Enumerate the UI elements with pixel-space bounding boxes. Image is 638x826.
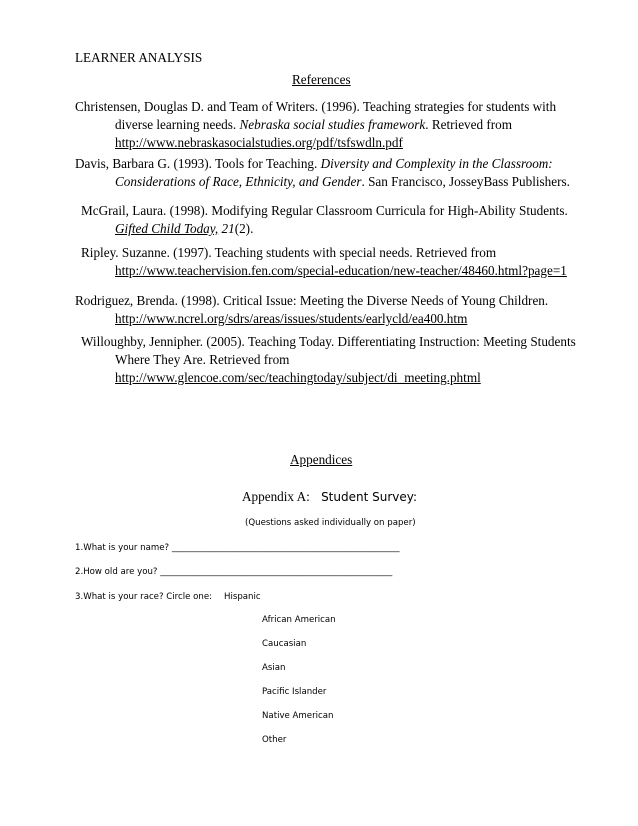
race-option: African American — [262, 615, 336, 625]
reference-line: Davis, Barbara G. (1993). Tools for Teaching. Diversity and Complexity in the Classroom: — [75, 156, 553, 171]
race-option: Asian — [262, 663, 286, 673]
race-option: Pacific Islander — [262, 687, 327, 697]
survey-question-name: 1.What is your name? _____________________________________________________ — [75, 543, 400, 553]
race-option: Hispanic — [224, 592, 261, 602]
reference-christensen — [75, 98, 565, 152]
appendix-label: Appendix A: — [242, 489, 310, 504]
reference-line: Willoughby, Jennipher. (2005). Teaching Today. Differentiating Instruction: Meeting Students — [81, 334, 576, 349]
race-option: Native American — [262, 711, 334, 721]
reference-rodriguez — [75, 292, 565, 328]
reference-mcgrail — [81, 202, 571, 238]
race-option: Other — [262, 735, 287, 745]
appendix-title: Student Survey: — [321, 490, 418, 504]
reference-url-link[interactable]: http://www.nebraskasocialstudies.org/pdf/tsfswdln.pdf — [115, 135, 403, 150]
reference-line: Rodriguez, Brenda. (1998). Critical Issue: Meeting the Diverse Needs of Young Children. — [75, 293, 549, 308]
reference-willoughby — [81, 333, 576, 387]
survey-question-race: 3.What is your race? Circle one: — [75, 592, 213, 602]
appendix-a-heading — [242, 488, 417, 506]
reference-line: McGrail, Laura. (1998). Modifying Regular Classroom Curricula for High-Ability Students. — [81, 203, 568, 218]
reference-url-link[interactable]: http://www.ncrel.org/sdrs/areas/issues/students/earlycld/ea400.htm — [115, 311, 468, 326]
reference-line: diverse learning needs. Nebraska social studies framework. Retrieved from — [115, 117, 513, 132]
reference-line: Christensen, Douglas D. and Team of Writers. (1996). Teaching strategies for students with — [75, 99, 557, 114]
document-title: LEARNER ANALYSIS — [75, 50, 203, 65]
reference-url-link[interactable]: http://www.glencoe.com/sec/teachingtoday/subject/di_meeting.phtml — [115, 370, 481, 385]
reference-line: Considerations of Race, Ethnicity, and Gender. San Francisco, JosseyBass Publishers. — [115, 174, 570, 189]
name-answer-blank: _____________________________________________________ — [171, 543, 400, 553]
reference-ripley — [81, 244, 571, 280]
reference-line: Where They Are. Retrieved from — [115, 352, 290, 367]
reference-url-link[interactable]: http://www.teachervision.fen.com/special-education/new-teacher/48460.html?page=1 — [115, 263, 567, 278]
age-answer-blank: ______________________________________________________ — [160, 567, 393, 577]
reference-line: Ripley. Suzanne. (1997). Teaching students with special needs. Retrieved from — [81, 245, 497, 260]
reference-line: Gifted Child Today, 21(2). — [115, 221, 254, 236]
appendices-heading: Appendices — [290, 452, 353, 467]
reference-davis — [75, 155, 570, 191]
references-heading: References — [292, 72, 351, 87]
survey-note: (Questions asked individually on paper) — [245, 518, 416, 528]
survey-question-age: 2.How old are you? ______________________________________________________ — [75, 567, 393, 577]
race-option: Caucasian — [262, 639, 307, 649]
